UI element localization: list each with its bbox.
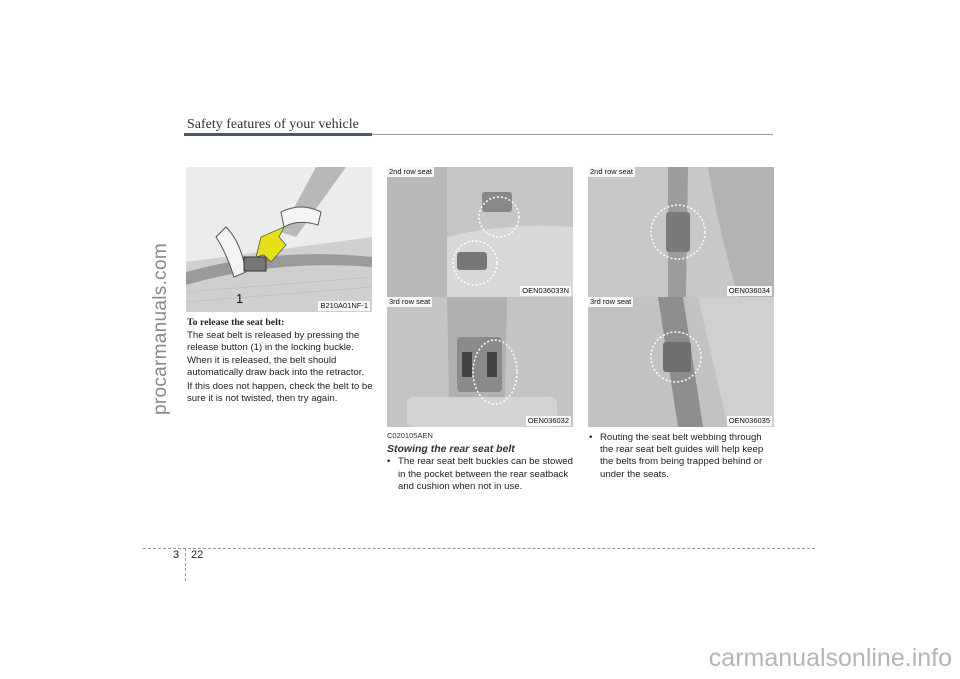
figure-code: OEN036032 <box>527 416 569 425</box>
figure-code: OEN036034 <box>728 286 770 295</box>
paragraph: The seat belt is released by pressing the release button (1) in the locking buckle. When it is released, the belt should automatically draw back into the retractor. <box>187 330 365 378</box>
illustration-3rd-row-seat <box>387 297 573 427</box>
figure-code: OEN036033N <box>522 286 569 295</box>
illustration-3rd-row-guide <box>588 297 774 427</box>
section-code: C020105AEN <box>387 431 433 440</box>
illustration-2nd-row-guide <box>588 167 774 297</box>
footer-divider <box>185 548 186 581</box>
section-heading: Stowing the rear seat belt <box>387 443 515 456</box>
illustration-hands-buckle <box>186 167 372 312</box>
column-3-text <box>589 432 775 481</box>
figure-3rd-row-stowed <box>387 297 573 427</box>
paragraph: If this does not happen, check the belt to be sure it is not twisted, then try again. <box>187 381 373 405</box>
watermark-left: procarmanuals.com <box>150 243 171 415</box>
figure-3rd-row-guide <box>588 297 774 427</box>
header-title: Safety features of your vehicle <box>187 117 359 132</box>
bullet-item: • Routing the seat belt webbing through the rear seat belt guides will help keep the belts from being trapped behind or under the seats. <box>589 432 775 481</box>
callout-number: 1 <box>236 291 244 306</box>
figure-release-buckle <box>186 167 372 312</box>
figure-2nd-row-guide <box>588 167 774 297</box>
column-1-text <box>187 317 373 405</box>
figure-label: 2nd row seat <box>590 167 633 176</box>
header-rule <box>372 134 773 135</box>
figure-label: 3rd row seat <box>590 297 632 306</box>
watermark-bottom: carmanualsonline.info <box>708 644 952 672</box>
header-accent-bar <box>184 133 372 136</box>
figure-label: 2nd row seat <box>389 167 432 176</box>
figure-2nd-row-stowed <box>387 167 573 297</box>
figure-code: B210A01NF-1 <box>320 301 368 310</box>
figure-code: OEN036035 <box>728 416 770 425</box>
bullet-item: • The rear seat belt buckles can be stowed in the pocket between the rear seatback and cushion when not in use. <box>387 456 573 493</box>
chapter-number: 3 <box>173 549 180 561</box>
footer-rule <box>143 548 815 549</box>
column-2-text <box>387 430 573 493</box>
page-number: 22 <box>191 549 204 561</box>
illustration-2nd-row-seat <box>387 167 573 297</box>
figure-label: 3rd row seat <box>389 297 431 306</box>
section-heading: To release the seat belt: <box>187 317 285 328</box>
